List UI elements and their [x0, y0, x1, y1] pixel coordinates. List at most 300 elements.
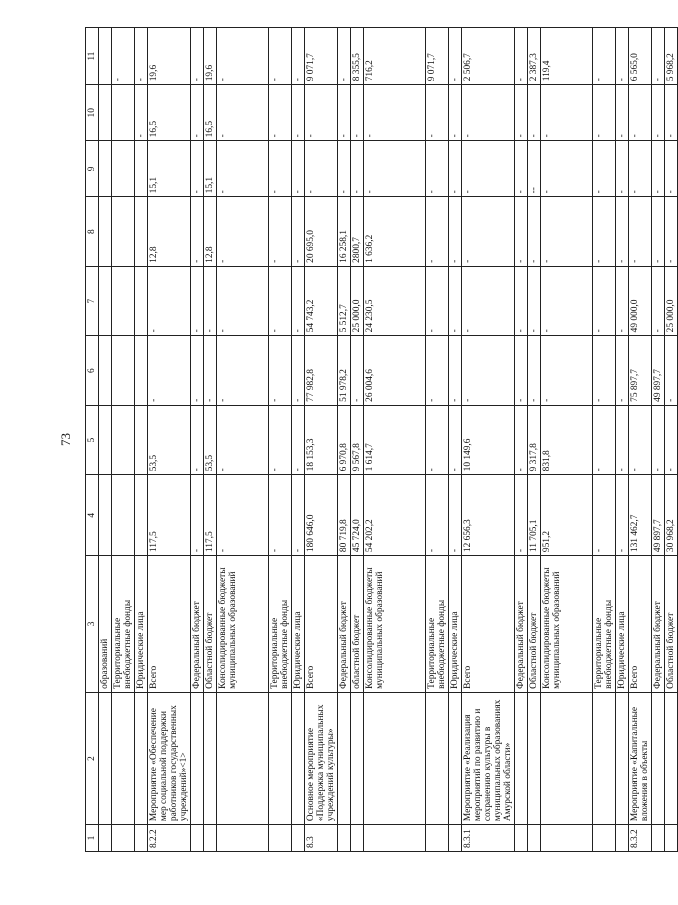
activity-name-cell	[191, 692, 204, 824]
amount-cell: -	[665, 405, 678, 475]
amount-cell: -	[449, 475, 462, 556]
amount-cell: -	[462, 266, 515, 336]
amount-cell: -	[191, 28, 204, 85]
funding-source-cell: Федеральный бюджет	[191, 556, 204, 693]
amount-cell: -	[269, 197, 292, 267]
amount-cell: -	[541, 141, 593, 197]
amount-cell: -	[462, 197, 515, 267]
item-number-cell	[665, 825, 678, 852]
amount-cell: 45 724,0	[351, 475, 364, 556]
amount-cell: 5 512,7	[338, 266, 351, 336]
amount-cell: -	[338, 28, 351, 85]
budget-table	[85, 27, 678, 852]
item-number-cell	[292, 825, 305, 852]
table-row	[364, 28, 426, 852]
item-number-cell	[515, 825, 528, 852]
amount-cell: 26 004,6	[364, 336, 426, 406]
amount-cell: -	[449, 266, 462, 336]
amount-cell	[112, 141, 135, 197]
amount-cell: -	[305, 85, 338, 141]
table-row	[269, 28, 292, 852]
amount-cell: 53,5	[204, 405, 217, 475]
activity-name-cell	[541, 692, 593, 824]
table-row	[515, 28, 528, 852]
amount-cell: 19,6	[148, 28, 191, 85]
funding-source-cell: Территориальные внебюджетные фонды	[269, 556, 292, 693]
amount-cell	[135, 405, 148, 475]
funding-source-cell: Федеральный бюджет	[338, 556, 351, 693]
amount-cell	[99, 141, 112, 197]
amount-cell	[99, 28, 112, 85]
item-number-cell	[351, 825, 364, 852]
amount-cell: -	[515, 475, 528, 556]
amount-cell	[112, 197, 135, 267]
amount-cell: -	[426, 266, 449, 336]
amount-cell: -	[593, 141, 616, 197]
amount-cell: 16,5	[148, 85, 191, 141]
amount-cell: -	[269, 266, 292, 336]
amount-cell: -	[449, 197, 462, 267]
activity-name-cell	[292, 692, 305, 824]
amount-cell: 180 646,0	[305, 475, 338, 556]
amount-cell: 30 968,2	[665, 475, 678, 556]
table-row	[204, 28, 217, 852]
amount-cell: 9 567,8	[351, 405, 364, 475]
amount-cell: -	[652, 28, 665, 85]
amount-cell	[112, 405, 135, 475]
amount-cell: -	[338, 85, 351, 141]
header-cell: 6	[86, 336, 99, 406]
item-number-cell	[217, 825, 269, 852]
amount-cell: -	[515, 28, 528, 85]
amount-cell: -	[629, 405, 652, 475]
amount-cell: -	[462, 141, 515, 197]
amount-cell: 716,2	[364, 28, 426, 85]
table-row	[541, 28, 593, 852]
item-number-cell: 8.3.2	[629, 825, 652, 852]
amount-cell: -	[652, 197, 665, 267]
page-number: 73	[58, 433, 73, 446]
funding-source-cell: Всего	[148, 556, 191, 693]
activity-name-cell	[616, 692, 629, 824]
amount-cell: -	[665, 336, 678, 406]
amount-cell: -	[426, 336, 449, 406]
amount-cell: 1 614,7	[364, 405, 426, 475]
amount-cell: -	[629, 85, 652, 141]
activity-name-cell: Мероприятие «Обеспечение мер социальной поддержки работников государственных учреждений»<1>	[148, 692, 191, 824]
item-number-cell	[191, 825, 204, 852]
item-number-cell	[593, 825, 616, 852]
header-cell: 7	[86, 266, 99, 336]
amount-cell	[135, 141, 148, 197]
amount-cell: -	[449, 405, 462, 475]
rotated-table-wrapper	[85, 27, 676, 852]
amount-cell: 15,1	[148, 141, 191, 197]
amount-cell: -	[426, 405, 449, 475]
table-row	[99, 28, 112, 852]
amount-cell: -	[217, 141, 269, 197]
amount-cell: -	[616, 85, 629, 141]
amount-cell: 9 317,8	[528, 405, 541, 475]
amount-cell: -	[351, 336, 364, 406]
activity-name-cell	[112, 692, 135, 824]
table-row	[462, 28, 515, 852]
amount-cell: 117,5	[204, 475, 217, 556]
amount-cell: -	[541, 266, 593, 336]
funding-source-cell: Всего	[629, 556, 652, 693]
amount-cell: -	[616, 336, 629, 406]
table-row	[665, 28, 678, 852]
table-row	[652, 28, 665, 852]
activity-name-cell: Мероприятие «Капитальные вложения в объекты	[629, 692, 652, 824]
amount-cell: 16 258,1	[338, 197, 351, 267]
funding-source-cell: Областной бюджет	[204, 556, 217, 693]
amount-cell: -	[449, 28, 462, 85]
amount-cell: -	[292, 28, 305, 85]
activity-name-cell	[269, 692, 292, 824]
amount-cell	[99, 336, 112, 406]
item-number-cell	[135, 825, 148, 852]
funding-source-cell: Областной бюджет	[528, 556, 541, 693]
amount-cell: 6 970,8	[338, 405, 351, 475]
amount-cell: -	[652, 405, 665, 475]
amount-cell: -	[629, 141, 652, 197]
header-cell: 1	[86, 825, 99, 852]
header-cell: 8	[86, 197, 99, 267]
funding-source-cell: Юридические лица	[135, 556, 148, 693]
activity-name-cell	[217, 692, 269, 824]
table-row	[191, 28, 204, 852]
amount-cell: 12 656,3	[462, 475, 515, 556]
amount-cell: -	[269, 336, 292, 406]
header-cell: 3	[86, 556, 99, 693]
amount-cell: 6 565,0	[629, 28, 652, 85]
amount-cell: 12,8	[204, 197, 217, 267]
amount-cell: -	[528, 336, 541, 406]
amount-cell: 54 202,2	[364, 475, 426, 556]
amount-cell: -	[593, 405, 616, 475]
amount-cell: -	[515, 141, 528, 197]
amount-cell: -	[269, 405, 292, 475]
amount-cell: 77 982,8	[305, 336, 338, 406]
amount-cell: -	[616, 197, 629, 267]
amount-cell: -	[217, 28, 269, 85]
amount-cell	[112, 266, 135, 336]
activity-name-cell	[515, 692, 528, 824]
activity-name-cell: Основное мероприятие «Поддержка муниципальных учреждений культуры»	[305, 692, 338, 824]
amount-cell: 9 071,7	[426, 28, 449, 85]
table-row	[449, 28, 462, 852]
funding-source-cell: образований	[99, 556, 112, 693]
amount-cell: -	[593, 475, 616, 556]
item-number-cell: 8.2.2	[148, 825, 191, 852]
amount-cell: -	[191, 197, 204, 267]
amount-cell: -	[629, 197, 652, 267]
funding-source-cell: Всего	[305, 556, 338, 693]
amount-cell: -	[616, 405, 629, 475]
item-number-cell	[528, 825, 541, 852]
amount-cell: -	[515, 405, 528, 475]
amount-cell: 831,8	[541, 405, 593, 475]
amount-cell: -	[292, 141, 305, 197]
amount-cell: -	[528, 197, 541, 267]
amount-cell: -	[449, 336, 462, 406]
amount-cell: -	[135, 28, 148, 85]
funding-source-cell: Консолидированные бюджеты муниципальных образований	[217, 556, 269, 693]
amount-cell: -	[292, 197, 305, 267]
funding-source-cell: Юридические лица	[449, 556, 462, 693]
funding-source-cell: Областной бюджет	[665, 556, 678, 693]
amount-cell: -	[217, 85, 269, 141]
activity-name-cell	[99, 692, 112, 824]
amount-cell: 2800,7	[351, 197, 364, 267]
amount-cell: 19,6	[204, 28, 217, 85]
table-row	[351, 28, 364, 852]
amount-cell: -	[515, 336, 528, 406]
amount-cell: -	[269, 141, 292, 197]
item-number-cell: 8.3.1	[462, 825, 515, 852]
table-row	[135, 28, 148, 852]
amount-cell: 131 462,7	[629, 475, 652, 556]
amount-cell: -	[462, 85, 515, 141]
amount-cell: -	[305, 141, 338, 197]
amount-cell: -	[593, 197, 616, 267]
amount-cell: 49 897,7	[652, 336, 665, 406]
amount-cell: -	[191, 405, 204, 475]
amount-cell: -	[269, 475, 292, 556]
amount-cell: -	[351, 85, 364, 141]
amount-cell	[135, 197, 148, 267]
amount-cell: -	[191, 475, 204, 556]
amount-cell: -	[593, 266, 616, 336]
amount-cell: 2 387,3	[528, 28, 541, 85]
activity-name-cell: Мероприятие «Реализация мероприятий по развитию и сохранению культуры в муниципальных образованиях Амурской области»	[462, 692, 515, 824]
amount-cell: -	[191, 85, 204, 141]
amount-cell: 25 000,0	[665, 266, 678, 336]
activity-name-cell	[338, 692, 351, 824]
table-row	[112, 28, 135, 852]
amount-cell: -	[148, 336, 191, 406]
amount-cell: 18 153,3	[305, 405, 338, 475]
amount-cell: 80 719,8	[338, 475, 351, 556]
amount-cell: 51 978,2	[338, 336, 351, 406]
funding-source-cell: Территориальные внебюджетные фонды	[593, 556, 616, 693]
amount-cell	[135, 266, 148, 336]
activity-name-cell	[364, 692, 426, 824]
amount-cell: 8 355,5	[351, 28, 364, 85]
item-number-cell	[541, 825, 593, 852]
amount-cell: 24 230,5	[364, 266, 426, 336]
amount-cell: -	[593, 336, 616, 406]
activity-name-cell	[528, 692, 541, 824]
amount-cell: 1 636,2	[364, 197, 426, 267]
activity-name-cell	[351, 692, 364, 824]
header-cell: 2	[86, 692, 99, 824]
funding-source-cell: Всего	[462, 556, 515, 693]
amount-cell: -	[191, 266, 204, 336]
amount-cell: -	[351, 141, 364, 197]
amount-cell: -	[593, 85, 616, 141]
amount-cell: -	[191, 336, 204, 406]
amount-cell: 119,4	[541, 28, 593, 85]
amount-cell: -	[541, 197, 593, 267]
amount-cell: -	[148, 266, 191, 336]
amount-cell	[99, 475, 112, 556]
amount-cell: -	[665, 141, 678, 197]
amount-cell	[99, 405, 112, 475]
amount-cell	[99, 197, 112, 267]
amount-cell: 9 071,7	[305, 28, 338, 85]
funding-source-cell: Юридические лица	[616, 556, 629, 693]
amount-cell: -	[528, 266, 541, 336]
amount-cell: -	[616, 266, 629, 336]
amount-cell: -	[515, 85, 528, 141]
item-number-cell	[338, 825, 351, 852]
amount-cell: -	[665, 197, 678, 267]
amount-cell	[135, 336, 148, 406]
amount-cell: -	[292, 475, 305, 556]
amount-cell: -	[616, 28, 629, 85]
amount-cell: -	[217, 197, 269, 267]
amount-cell: -	[292, 336, 305, 406]
amount-cell: -	[515, 266, 528, 336]
funding-source-cell: Территориальные внебюджетные фонды	[112, 556, 135, 693]
amount-cell: 10 149,6	[462, 405, 515, 475]
amount-cell: -	[269, 85, 292, 141]
amount-cell: 15,1	[204, 141, 217, 197]
amount-cell: 5 968,2	[665, 28, 678, 85]
amount-cell: 12,8	[148, 197, 191, 267]
item-number-cell: 8.3	[305, 825, 338, 852]
table-row	[305, 28, 338, 852]
table-row	[292, 28, 305, 852]
amount-cell: -	[449, 85, 462, 141]
amount-cell: 20 695,0	[305, 197, 338, 267]
activity-name-cell	[426, 692, 449, 824]
amount-cell	[99, 266, 112, 336]
amount-cell: -	[449, 141, 462, 197]
item-number-cell	[204, 825, 217, 852]
amount-cell: -	[292, 405, 305, 475]
activity-name-cell	[135, 692, 148, 824]
header-cell: 11	[86, 28, 99, 85]
amount-cell: -	[338, 141, 351, 197]
amount-cell: -	[462, 336, 515, 406]
header-cell: 4	[86, 475, 99, 556]
table-row	[426, 28, 449, 852]
item-number-cell	[99, 825, 112, 852]
funding-source-cell: Федеральный бюджет	[515, 556, 528, 693]
amount-cell: -	[204, 266, 217, 336]
amount-cell: 75 897,7	[629, 336, 652, 406]
amount-cell: 16,5	[204, 85, 217, 141]
amount-cell: -	[269, 28, 292, 85]
item-number-cell	[616, 825, 629, 852]
item-number-cell	[652, 825, 665, 852]
activity-name-cell	[204, 692, 217, 824]
item-number-cell	[364, 825, 426, 852]
amount-cell: -	[292, 85, 305, 141]
amount-cell: 25 000,0	[351, 266, 364, 336]
header-row	[86, 28, 99, 852]
amount-cell: -	[593, 28, 616, 85]
header-cell: 10	[86, 85, 99, 141]
item-number-cell	[269, 825, 292, 852]
amount-cell: -	[652, 141, 665, 197]
amount-cell	[112, 85, 135, 141]
amount-cell: -	[217, 475, 269, 556]
amount-cell	[112, 336, 135, 406]
item-number-cell	[449, 825, 462, 852]
amount-cell: -	[515, 197, 528, 267]
amount-cell: -	[426, 85, 449, 141]
funding-source-cell: Консолидированные бюджеты муниципальных образований	[541, 556, 593, 693]
table-row	[148, 28, 191, 852]
header-cell: 5	[86, 405, 99, 475]
activity-name-cell	[449, 692, 462, 824]
amount-cell: -	[426, 475, 449, 556]
amount-cell: -	[292, 266, 305, 336]
table-row	[593, 28, 616, 852]
table-row	[217, 28, 269, 852]
activity-name-cell	[652, 692, 665, 824]
amount-cell: -	[652, 85, 665, 141]
funding-source-cell: Консолидированные бюджеты муниципальных образований	[364, 556, 426, 693]
amount-cell: -	[364, 85, 426, 141]
amount-cell: -	[652, 266, 665, 336]
amount-cell	[99, 85, 112, 141]
amount-cell: -	[217, 266, 269, 336]
table-row	[338, 28, 351, 852]
amount-cell: -	[191, 141, 204, 197]
amount-cell: -	[217, 336, 269, 406]
amount-cell: -	[426, 197, 449, 267]
amount-cell: -	[364, 141, 426, 197]
amount-cell: -	[112, 28, 135, 85]
funding-source-cell: областной бюджет	[351, 556, 364, 693]
amount-cell: --	[528, 141, 541, 197]
funding-source-cell: Территориальные внебюджетные фонды	[426, 556, 449, 693]
amount-cell: -	[616, 141, 629, 197]
item-number-cell	[426, 825, 449, 852]
item-number-cell	[112, 825, 135, 852]
amount-cell: -	[541, 336, 593, 406]
amount-cell: 54 743,2	[305, 266, 338, 336]
amount-cell: 53,5	[148, 405, 191, 475]
amount-cell: -	[217, 405, 269, 475]
table-row	[616, 28, 629, 852]
amount-cell: 11 705,1	[528, 475, 541, 556]
amount-cell: 951,2	[541, 475, 593, 556]
amount-cell: -	[616, 475, 629, 556]
activity-name-cell	[593, 692, 616, 824]
amount-cell: 2 506,7	[462, 28, 515, 85]
funding-source-cell: Юридические лица	[292, 556, 305, 693]
amount-cell: -	[528, 85, 541, 141]
amount-cell: -	[426, 141, 449, 197]
amount-cell	[135, 475, 148, 556]
table-row	[629, 28, 652, 852]
activity-name-cell	[665, 692, 678, 824]
table-row	[528, 28, 541, 852]
amount-cell: -	[541, 85, 593, 141]
amount-cell: -	[204, 336, 217, 406]
amount-cell: -	[665, 85, 678, 141]
amount-cell: -	[135, 85, 148, 141]
funding-source-cell: Федеральный бюджет	[652, 556, 665, 693]
header-cell: 9	[86, 141, 99, 197]
amount-cell	[112, 475, 135, 556]
